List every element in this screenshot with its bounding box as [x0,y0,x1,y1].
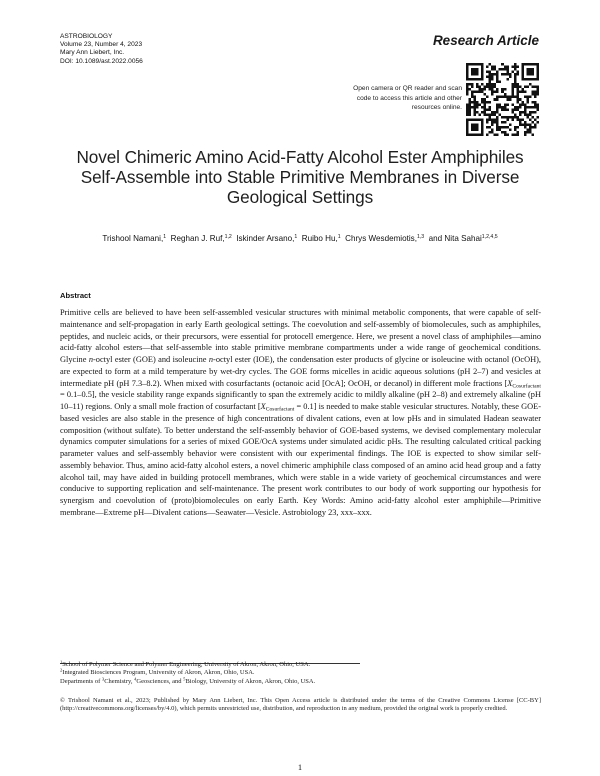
author: Iskinder Arsano,$^1$ [236,234,298,243]
affiliations [60,661,540,686]
abstract-heading: Abstract [60,291,91,300]
license-statement: © Trishool Namani et al., 2023; Published by Mary Ann Liebert, Inc. This Open Access article is distributed under the terms of the Creative Commons License [CC-BY] (http://creativecommons.org/licenses/by/4.0), which permits unrestricted use, distribution, and reproduction in any medium, provided the original work is properly credited. [60,697,541,713]
author: Trishool Namani,$^1$ [102,234,167,243]
page-number: 1 [297,762,303,772]
author: Reghan J. Ruf,$^{1,2}$ [170,234,232,243]
author: Ruibo Hu,$^1$ [301,234,341,243]
author-list [60,234,540,243]
qr-instructions: Open camera or QR reader and scan code to access this article and other resources online. [353,85,462,112]
journal-name: ASTROBIOLOGY [60,33,113,40]
publisher: Mary Ann Liebert, Inc. [60,49,125,57]
doi-link[interactable]: DOI: 10.1089/ast.2022.0056 [60,57,143,65]
qr-code-icon[interactable] [466,63,539,136]
affiliation: $^1$School of Polymer Science and Polymer Engineering, University of Akron, Akron, Ohio, USA. [60,659,311,668]
article-title: Novel Chimeric Amino Acid-Fatty Alcohol Ester Amphiphiles Self-Assemble into Stable Primitive Membranes in Diverse Geological Settings [76,147,524,207]
author: Chrys Wesdemiotis,$^{1,3}$ [345,234,425,243]
volume-issue: Volume 23, Number 4, 2023 [60,41,143,49]
journal-header [60,33,143,66]
article-type-label: Research Article [432,33,539,48]
abstract-body: Primitive cells are believed to have been self-assembled vesicular structures with minimal metabolic components, that were capable of self-maintenance and self-propagation in early Earth geological settings. The coevolution and self-assembly of biomolecules, such as amphiphiles, peptides, and nucleic acids, or their precursors, were essential for protocell emergence. Here, we present a novel class of amphiphiles—amino acid-fatty alcohol esters—that self-assemble into stable primitive membrane compartments under a wide range of geochemical conditions. Glycine n-octyl ester (GOE) and isoleucine n-octyl ester (IOE), the condensation ester products of glycine or isoleucine with octanol (OcOH), are expected to form at a mild temperature by wet-dry cycles. The GOE forms micelles in acidic aqueous solutions (pH 2–7) and vesicles at intermediate pH (pH 7.3–8.2). When mixed with cosurfactants (octanoic acid [OcA]; OcOH, or decanol) in different mole fractions $[X_{Cosurfactant} = 0.1-0.5]$, the vesicle stability range expands significantly to span the extremely acidic to mildly alkaline (pH 2–8) and extremely alkaline (pH 10–11) regions. Only a small mole fraction of cosurfactant $[X_{Cosurfactant} = 0.1]$ is needed to make stable vesicular structures. Notably, these GOE-based vesicles are also stable in the presence of high concentrations of divalent cations, even at low pHs and in simulated Hadean seawater composition (without sulfate). To better understand the self-assembly behavior of GOE-based systems, we devised complementary molecular dynamics computer simulations for a series of mixed GOE/OcA systems under simulated acidic pHs. The resulting calculated critical packing parameter values and self-assembly behavior were consistent with our experimental findings. The IOE is expected to show similar self-assembly behavior. Thus, amino acid-fatty alcohol esters, a novel chimeric amphiphile class composed of an amino acid head group and a fatty alcohol tail, may have aided in building protocell membranes, which were stable in a wide variety of geochemical circumstances and were conducive to supporting replication and self-maintenance. The present work contributes to our body of work supporting our hypothesis for synergism and coevolution of (proto)biomolecules on early Earth. Key Words: Amino acid-fatty alcohol ester amphiphile—Primitive membrane—Extreme pH—Divalent cations—Seawater—Vesicle. Astrobiology 23, xxx–xxx. [60,308,541,517]
affiliation: Departments of $^3$Chemistry, $^4$Geosciences, and $^5$Biology, University of Akron, Akron, Ohio, USA. [60,676,316,685]
author: and Nita Sahai$^{1,2,4,5}$ [428,234,498,243]
affiliation: $^2$Integrated Biosciences Program, University of Akron, Akron, Ohio, USA. [60,667,255,677]
